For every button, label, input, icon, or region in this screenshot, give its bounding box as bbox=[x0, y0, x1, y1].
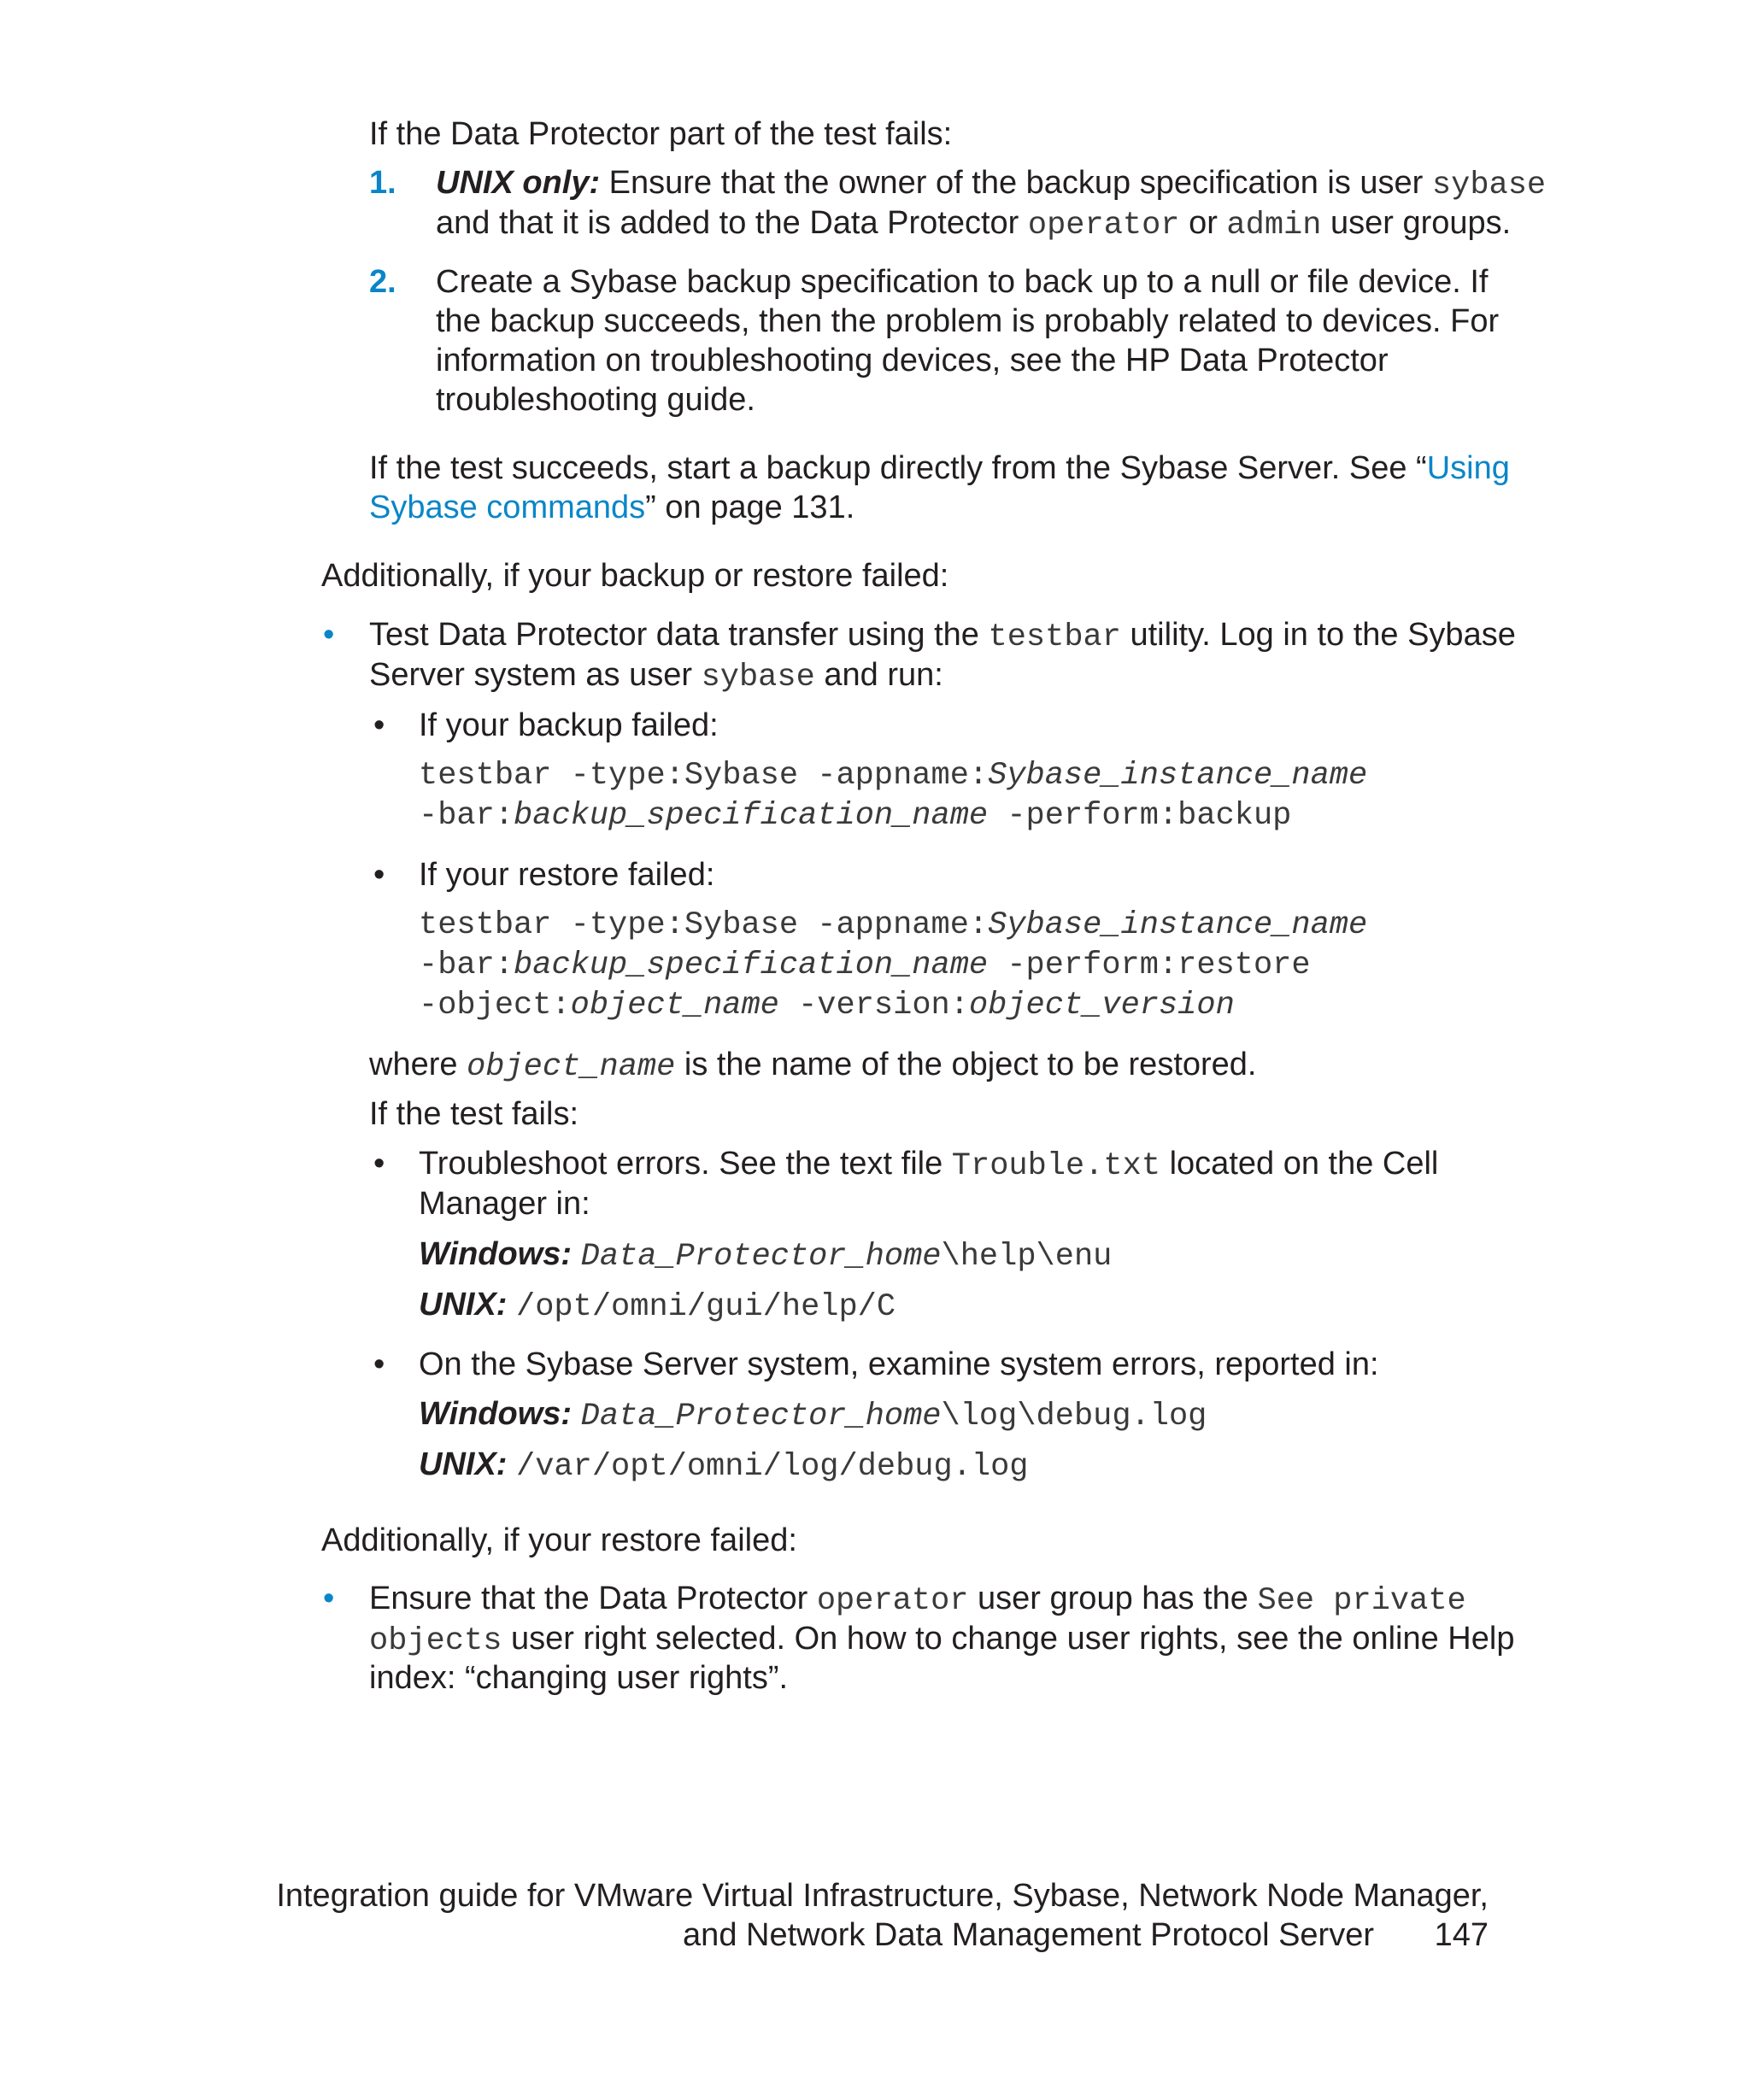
trouble-unix-path: UNIX: /opt/omni/gui/help/C bbox=[419, 1287, 896, 1325]
unix-only-label: UNIX only: bbox=[436, 165, 601, 201]
restore-command-line-3: -object:object_name -version:object_version bbox=[419, 988, 1235, 1024]
step-2-line-3: information on troubleshooting devices, see the HP Data Protector bbox=[436, 343, 1389, 378]
sybase-login-code: sybase bbox=[701, 660, 815, 695]
using-sybase-commands-link-part-1[interactable]: Using bbox=[1426, 450, 1510, 486]
operator-group-code: operator bbox=[1027, 208, 1180, 243]
bullet-testbar: • bbox=[323, 617, 335, 653]
syslog-windows-path: Windows: Data_Protector_home\log\debug.log bbox=[419, 1396, 1207, 1434]
bullet-backup-failed: • bbox=[373, 707, 385, 743]
restore-command-line-2: -bar:backup_specification_name -perform:restore bbox=[419, 947, 1311, 983]
bullet-restore-failed: • bbox=[373, 857, 385, 893]
system-errors-text: On the Sybase Server system, examine system errors, reported in: bbox=[419, 1346, 1379, 1382]
where-object-name-text: where object_name is the name of the object to be restored. bbox=[369, 1047, 1257, 1085]
testbar-utility-code: testbar bbox=[988, 619, 1121, 655]
backup-command-line-2: -bar:backup_specification_name -perform:backup bbox=[419, 798, 1292, 834]
restore-failed-label: If your restore failed: bbox=[419, 857, 715, 893]
step-1-line-1: UNIX only: Ensure that the owner of the backup specification is user sybase bbox=[436, 165, 1547, 203]
page-reference: 131 bbox=[791, 490, 846, 525]
troubleshoot-line-1: Troubleshoot errors. See the text file Trouble.txt located on the Cell bbox=[419, 1146, 1439, 1184]
step-number-1: 1. bbox=[369, 165, 396, 201]
syslog-unix-path: UNIX: /var/opt/omni/log/debug.log bbox=[419, 1446, 1029, 1485]
additionally-restore-heading: Additionally, if your restore failed: bbox=[321, 1522, 797, 1558]
bullet-troubleshoot: • bbox=[373, 1146, 385, 1182]
step-2-line-1: Create a Sybase backup specification to back up to a null or file device. If bbox=[436, 264, 1489, 300]
footer-title-line-2: and Network Data Management Protocol Server bbox=[683, 1917, 1374, 1953]
footer-title-line-1: Integration guide for VMware Virtual Infrastructure, Sybase, Network Node Manager, bbox=[276, 1878, 1489, 1914]
restore-command-line-1: testbar -type:Sybase -appname:Sybase_instance_name bbox=[419, 907, 1368, 943]
sybase-user-code: sybase bbox=[1431, 167, 1547, 203]
ensure-line-1: Ensure that the Data Protector operator user group has the See private bbox=[369, 1581, 1466, 1619]
backup-command-line-1: testbar -type:Sybase -appname:Sybase_instance_name bbox=[419, 758, 1368, 794]
backup-failed-label: If your backup failed: bbox=[419, 707, 719, 743]
test-fails-text: If the test fails: bbox=[369, 1096, 578, 1132]
succeeds-line-1: If the test succeeds, start a backup directly from the Sybase Server. See “Using bbox=[369, 450, 1510, 486]
page-number: 147 bbox=[1434, 1917, 1489, 1953]
bullet-ensure: • bbox=[323, 1581, 335, 1616]
testbar-line-1: Test Data Protector data transfer using the testbar utility. Log in to the Sybase bbox=[369, 617, 1516, 655]
dp-test-fails-text: If the Data Protector part of the test fails: bbox=[369, 116, 953, 152]
step-number-2: 2. bbox=[369, 264, 396, 300]
troubleshoot-line-2: Manager in: bbox=[419, 1186, 590, 1222]
additionally-backup-restore-heading: Additionally, if your backup or restore failed: bbox=[321, 558, 949, 594]
admin-group-code: admin bbox=[1226, 208, 1322, 243]
step-2-line-2: the backup succeeds, then the problem is probably related to devices. For bbox=[436, 303, 1500, 339]
succeeds-line-2: Sybase commands” on page 131. bbox=[369, 490, 855, 525]
ensure-line-3: index: “changing user rights”. bbox=[369, 1660, 789, 1696]
testbar-line-2: Server system as user sybase and run: bbox=[369, 657, 943, 695]
ensure-line-2: objects user right selected. On how to change user rights, see the online Help bbox=[369, 1621, 1515, 1659]
using-sybase-commands-link-part-2[interactable]: Sybase commands bbox=[369, 490, 646, 525]
trouble-txt-code: Trouble.txt bbox=[951, 1148, 1161, 1184]
trouble-windows-path: Windows: Data_Protector_home\help\enu bbox=[419, 1236, 1113, 1275]
bullet-system-errors: • bbox=[373, 1346, 385, 1382]
step-1-line-2: and that it is added to the Data Protector operator or admin user groups. bbox=[436, 205, 1512, 243]
step-2-line-4: troubleshooting guide. bbox=[436, 382, 755, 418]
